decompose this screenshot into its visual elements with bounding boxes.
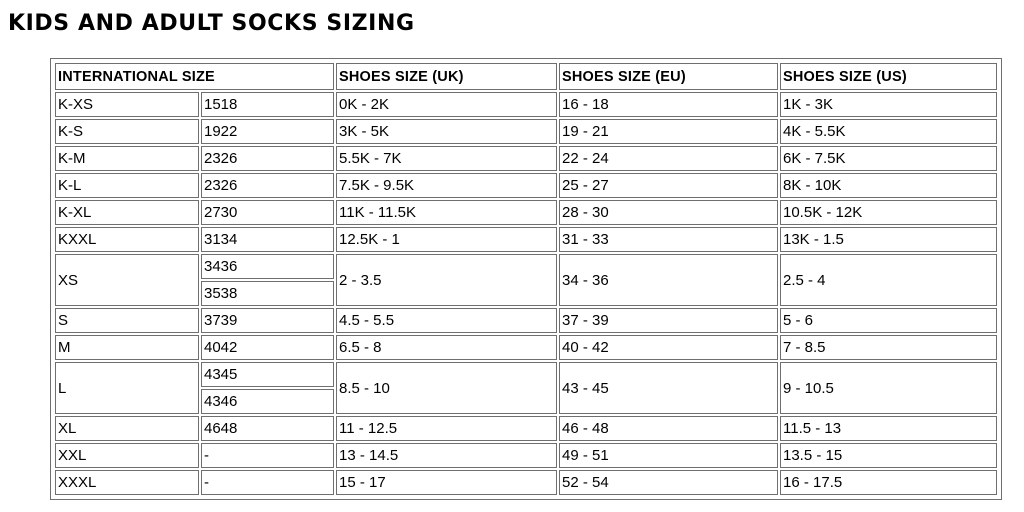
- eu-size-cell: 46 - 48: [559, 416, 778, 441]
- international-size-cell: K-M: [55, 146, 199, 171]
- table-row: [55, 470, 997, 495]
- table-row: [55, 335, 997, 360]
- eu-size-cell: 40 - 42: [559, 335, 778, 360]
- table-row: [55, 254, 997, 279]
- us-size-cell: 9 - 10.5: [780, 362, 997, 414]
- uk-size-cell: 6.5 - 8: [336, 335, 557, 360]
- uk-size-cell: 4.5 - 5.5: [336, 308, 557, 333]
- uk-size-cell: 13 - 14.5: [336, 443, 557, 468]
- uk-size-cell: 11 - 12.5: [336, 416, 557, 441]
- page-title: KIDS AND ADULT SOCKS SIZING: [8, 11, 415, 36]
- eu-size-cell: 52 - 54: [559, 470, 778, 495]
- size-code-cell: 1922: [201, 119, 334, 144]
- eu-size-cell: 16 - 18: [559, 92, 778, 117]
- us-size-cell: 7 - 8.5: [780, 335, 997, 360]
- uk-size-cell: 3K - 5K: [336, 119, 557, 144]
- table-row: [55, 92, 997, 117]
- us-size-cell: 2.5 - 4: [780, 254, 997, 306]
- eu-size-cell: 34 - 36: [559, 254, 778, 306]
- eu-size-cell: 22 - 24: [559, 146, 778, 171]
- size-code-cell: 4346: [201, 389, 334, 414]
- size-code-cell: -: [201, 470, 334, 495]
- uk-size-cell: 0K - 2K: [336, 92, 557, 117]
- uk-size-cell: 7.5K - 9.5K: [336, 173, 557, 198]
- size-code-cell: 2326: [201, 173, 334, 198]
- size-code-cell: -: [201, 443, 334, 468]
- size-code-cell: 3436: [201, 254, 334, 279]
- eu-size-cell: 43 - 45: [559, 362, 778, 414]
- size-code-cell: 2326: [201, 146, 334, 171]
- size-code-cell: 3134: [201, 227, 334, 252]
- eu-size-cell: 37 - 39: [559, 308, 778, 333]
- size-rows: [55, 92, 997, 495]
- eu-size-cell: 25 - 27: [559, 173, 778, 198]
- us-size-cell: 4K - 5.5K: [780, 119, 997, 144]
- international-size-cell: L: [55, 362, 199, 414]
- eu-size-cell: 31 - 33: [559, 227, 778, 252]
- international-size-cell: XXL: [55, 443, 199, 468]
- uk-size-cell: 2 - 3.5: [336, 254, 557, 306]
- us-size-cell: 16 - 17.5: [780, 470, 997, 495]
- sizing-table: [53, 61, 999, 497]
- international-size-cell: M: [55, 335, 199, 360]
- international-size-cell: XS: [55, 254, 199, 306]
- size-code-cell: 3739: [201, 308, 334, 333]
- international-size-cell: XXXL: [55, 470, 199, 495]
- eu-size-cell: 19 - 21: [559, 119, 778, 144]
- table-row: [55, 443, 997, 468]
- eu-size-cell: 49 - 51: [559, 443, 778, 468]
- table-row: [55, 146, 997, 171]
- size-code-cell: 2730: [201, 200, 334, 225]
- size-code-cell: 4648: [201, 416, 334, 441]
- table-row: [55, 173, 997, 198]
- international-size-cell: K-S: [55, 119, 199, 144]
- us-size-cell: 13.5 - 15: [780, 443, 997, 468]
- international-size-cell: K-L: [55, 173, 199, 198]
- uk-size-cell: 8.5 - 10: [336, 362, 557, 414]
- size-code-cell: 4345: [201, 362, 334, 387]
- uk-size-cell: 15 - 17: [336, 470, 557, 495]
- us-size-cell: 8K - 10K: [780, 173, 997, 198]
- uk-size-cell: 12.5K - 1: [336, 227, 557, 252]
- header-shoes-size-us: SHOES SIZE (US): [780, 63, 997, 90]
- header-row: [55, 63, 997, 90]
- size-code-cell: 4042: [201, 335, 334, 360]
- table-row: [55, 416, 997, 441]
- us-size-cell: 6K - 7.5K: [780, 146, 997, 171]
- us-size-cell: 13K - 1.5: [780, 227, 997, 252]
- uk-size-cell: 11K - 11.5K: [336, 200, 557, 225]
- international-size-cell: K-XS: [55, 92, 199, 117]
- table-row: [55, 362, 997, 387]
- international-size-cell: S: [55, 308, 199, 333]
- table-row: [55, 119, 997, 144]
- us-size-cell: 1K - 3K: [780, 92, 997, 117]
- us-size-cell: 10.5K - 12K: [780, 200, 997, 225]
- table-row: [55, 227, 997, 252]
- size-code-cell: 1518: [201, 92, 334, 117]
- table-row: [55, 308, 997, 333]
- sizing-table-frame: [50, 58, 1002, 500]
- international-size-cell: K-XL: [55, 200, 199, 225]
- us-size-cell: 11.5 - 13: [780, 416, 997, 441]
- us-size-cell: 5 - 6: [780, 308, 997, 333]
- international-size-cell: KXXL: [55, 227, 199, 252]
- international-size-cell: XL: [55, 416, 199, 441]
- header-shoes-size-uk: SHOES SIZE (UK): [336, 63, 557, 90]
- eu-size-cell: 28 - 30: [559, 200, 778, 225]
- header-international-size: INTERNATIONAL SIZE: [55, 63, 334, 90]
- header-shoes-size-eu: SHOES SIZE (EU): [559, 63, 778, 90]
- table-row: [55, 200, 997, 225]
- size-code-cell: 3538: [201, 281, 334, 306]
- uk-size-cell: 5.5K - 7K: [336, 146, 557, 171]
